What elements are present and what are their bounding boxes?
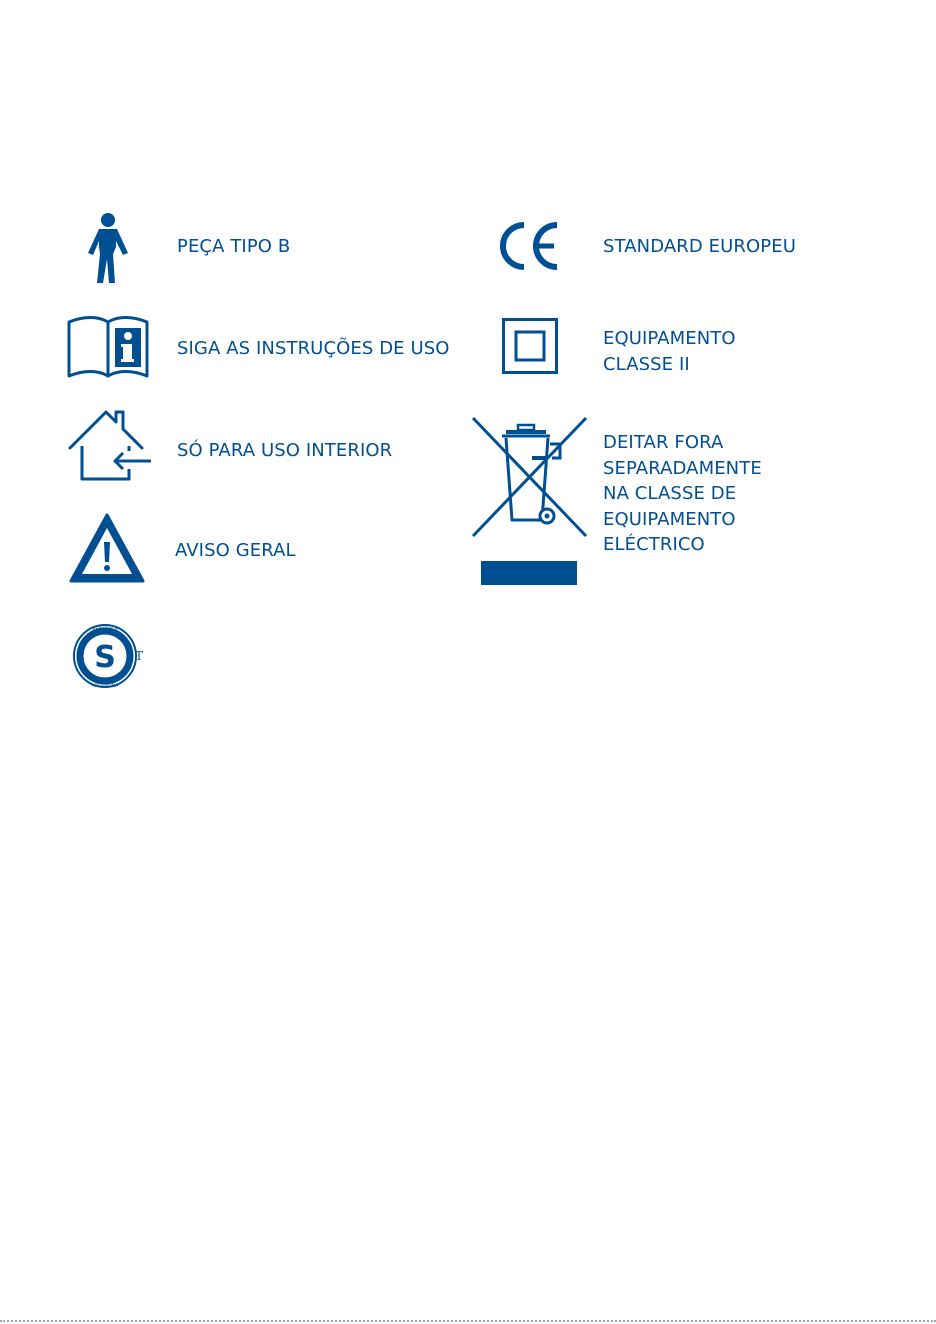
indoor-use-label: SÓ PARA USO INTERIOR	[177, 440, 393, 461]
class-ii-line: EQUIPAMENTO	[603, 328, 736, 349]
svg-text:S: S	[94, 640, 116, 675]
weee-line: DEITAR FORA	[603, 432, 724, 453]
weee-label	[603, 430, 762, 558]
cst-seal-bottom-text: ARGENTINA	[91, 684, 119, 689]
weee-line: NA CLASSE DE	[603, 483, 737, 504]
weee-line: ELÉCTRICO	[603, 534, 705, 555]
ce-mark-icon	[497, 220, 563, 272]
cst-seal-top-text: REPUBLICA	[92, 627, 118, 632]
instructions-label: SIGA AS INSTRUÇÕES DE USO	[177, 338, 450, 359]
class-ii-label	[603, 326, 736, 377]
cst-seal-letter: T	[134, 649, 144, 663]
weee-line: EQUIPAMENTO	[603, 508, 736, 530]
weee-crossed-bin-icon	[470, 414, 590, 588]
class-ii-line: CLASSE II	[603, 353, 690, 375]
warning-label: AVISO GERAL	[175, 540, 296, 561]
page-bottom-rule	[0, 1320, 936, 1324]
class-ii-double-square-icon	[502, 318, 558, 374]
weee-line: SEPARADAMENTE	[603, 457, 762, 479]
general-warning-triangle-icon	[68, 512, 146, 584]
applied-part-label: PEÇA TIPO B	[177, 236, 291, 257]
indoor-use-house-icon	[66, 406, 154, 484]
follow-instructions-book-icon	[66, 314, 150, 378]
applied-part-type-b-icon	[82, 212, 134, 284]
cst-argentina-seal-icon	[72, 620, 144, 692]
cst-argentina-seal	[72, 620, 144, 692]
ce-label: STANDARD EUROPEU	[603, 236, 796, 257]
